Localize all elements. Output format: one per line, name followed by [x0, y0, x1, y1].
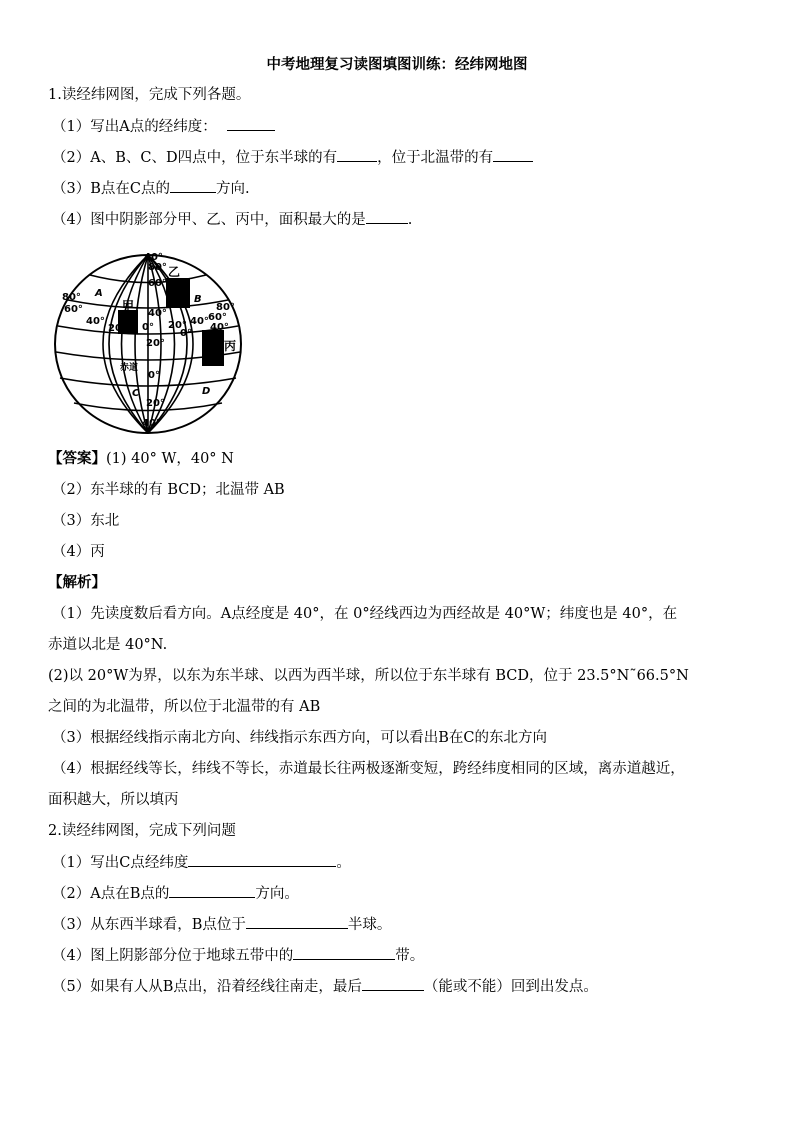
- page-title: 中考地理复习读图填图训练：经纬网地图: [266, 56, 528, 73]
- answer-blank[interactable]: [170, 178, 216, 193]
- q2-item-5: [52, 976, 598, 997]
- analysis-paragraph: (2)以 20°W为界，以东为东半球、以西为西半球，所以位于东半球有 BCD，位于 23.5°N˜66.5°N: [48, 668, 689, 684]
- q2-item-3-text-b: 半球。: [347, 917, 392, 933]
- q1-item-3: [52, 178, 250, 199]
- q2-item-2-text: （2）A点在B点的: [52, 886, 170, 902]
- q1-item-4-text-b: .: [407, 212, 413, 228]
- q2-item-1: [52, 852, 351, 873]
- shaded-label-yi: 乙: [168, 265, 181, 279]
- answer-blank[interactable]: [169, 883, 255, 898]
- globe-right-label: 0°: [180, 328, 192, 339]
- globe-right-label: 60°: [208, 312, 227, 323]
- globe-lat-label: 40°: [142, 418, 161, 429]
- globe-lat-label: 0°: [148, 370, 160, 381]
- graticule-globe-diagram: [50, 248, 246, 436]
- shaded-area-yi: [166, 278, 190, 308]
- q2-item-4-text: （4）图上阴影部分位于地球五带中的: [52, 948, 294, 964]
- q2-item-2: [52, 883, 299, 904]
- point-B-label: B: [194, 294, 202, 305]
- globe-left-label: 80°: [62, 292, 81, 303]
- answer-blank[interactable]: [246, 914, 348, 929]
- globe-left-label: 20°: [108, 323, 127, 334]
- equator-label: 赤道: [120, 363, 139, 373]
- q2-item-3-text: （3）从东西半球看，B点位于: [52, 917, 246, 933]
- answer-blank[interactable]: [337, 147, 377, 162]
- globe-center-label: 0°: [142, 322, 154, 333]
- q1-item-3-text-b: 方向.: [215, 181, 250, 197]
- q2-item-1-text-b: 。: [336, 855, 351, 871]
- q2-item-3: [52, 914, 391, 935]
- q2-item-4-text-b: 带。: [395, 948, 425, 964]
- globe-center-label: 40°: [148, 308, 167, 319]
- analysis-paragraph: 面积越大，所以填丙: [48, 792, 179, 808]
- answer-line: （2）东半球的有 BCD；北温带 AB: [52, 482, 285, 498]
- globe-left-label: 60°: [64, 304, 83, 315]
- globe-center-label: 40°: [190, 316, 209, 327]
- q1-item-2: [52, 147, 533, 168]
- answer-blank[interactable]: [293, 945, 395, 960]
- q2-item-5-text: （5）如果有人从B点出，沿着经线往南走，最后: [52, 979, 362, 995]
- q1-item-1-text: （1）写出A点的经纬度：: [52, 119, 217, 135]
- question-1-heading: 1.读经纬网图，完成下列各题。: [48, 87, 251, 103]
- answer-row-1: [48, 449, 234, 469]
- analysis-paragraph: 赤道以北是 40°N.: [48, 637, 168, 653]
- globe-center-label: 60°: [148, 278, 167, 289]
- analysis-paragraph: （1）先读度数后看方向。A点经度是 40°，在 0°经线西边为西经故是 40°W；纬度也是 40°，在: [52, 606, 678, 622]
- globe-lat-label: 20°: [146, 398, 165, 409]
- globe-left-label: 40°: [86, 316, 105, 327]
- answer-blank[interactable]: [188, 852, 336, 867]
- answer-blank[interactable]: [227, 116, 275, 131]
- globe-right-label: 80°: [216, 302, 235, 313]
- q2-item-1-text: （1）写出C点经纬度: [52, 855, 189, 871]
- answer-line: （4）丙: [52, 544, 105, 560]
- point-D-label: D: [202, 386, 211, 397]
- q1-item-1: [52, 116, 275, 137]
- globe-top-label: 80°: [148, 262, 167, 273]
- answer-blank[interactable]: [366, 209, 408, 224]
- point-C-label: C: [132, 388, 140, 399]
- point-A-label: A: [95, 288, 103, 299]
- q2-item-2-text-b: 方向。: [255, 886, 299, 902]
- q1-item-2-text: （2）A、B、C、D四点中，位于东半球的有: [52, 150, 338, 166]
- shaded-area-bing: [202, 330, 224, 366]
- q1-item-2-text-b: ，位于北温带的有: [377, 150, 494, 166]
- analysis-paragraph: 之间的为北温带，所以位于北温带的有 AB: [48, 699, 321, 715]
- question-2-heading: 2.读经纬网图，完成下列问题: [48, 823, 236, 839]
- analysis-paragraph: （4）根据经线等长，纬线不等长，赤道最长往两极逐渐变短，跨经纬度相同的区域，离赤道越近，: [52, 761, 685, 777]
- globe-right-label: 40°: [210, 322, 229, 333]
- globe-top-label: 40°: [144, 252, 163, 263]
- globe-center-label: 20°: [146, 338, 165, 349]
- q1-item-4: [52, 209, 412, 230]
- q1-item-3-text: （3）B点在C点的: [52, 181, 170, 197]
- q2-item-4: [52, 945, 424, 966]
- analysis-paragraph: （3）根据经线指示南北方向、纬线指示东西方向，可以看出B在C的东北方向: [52, 730, 547, 746]
- answer-blank[interactable]: [362, 976, 424, 991]
- shaded-label-jia: 甲: [122, 299, 135, 313]
- answer-line: （3）东北: [52, 513, 120, 529]
- q1-item-4-text: （4）图中阴影部分甲、乙、丙中，面积最大的是: [52, 212, 366, 228]
- globe-center-label: 20°: [168, 320, 187, 331]
- answer-line: (1) 40° W，40° N: [106, 451, 234, 467]
- answer-blank[interactable]: [493, 147, 533, 162]
- shaded-label-bing: 丙: [224, 339, 237, 353]
- answer-label: 【答案】: [48, 450, 106, 467]
- analysis-label: 【解析】: [48, 574, 106, 591]
- q2-item-5-text-b: （能或不能）回到出发点。: [423, 979, 598, 995]
